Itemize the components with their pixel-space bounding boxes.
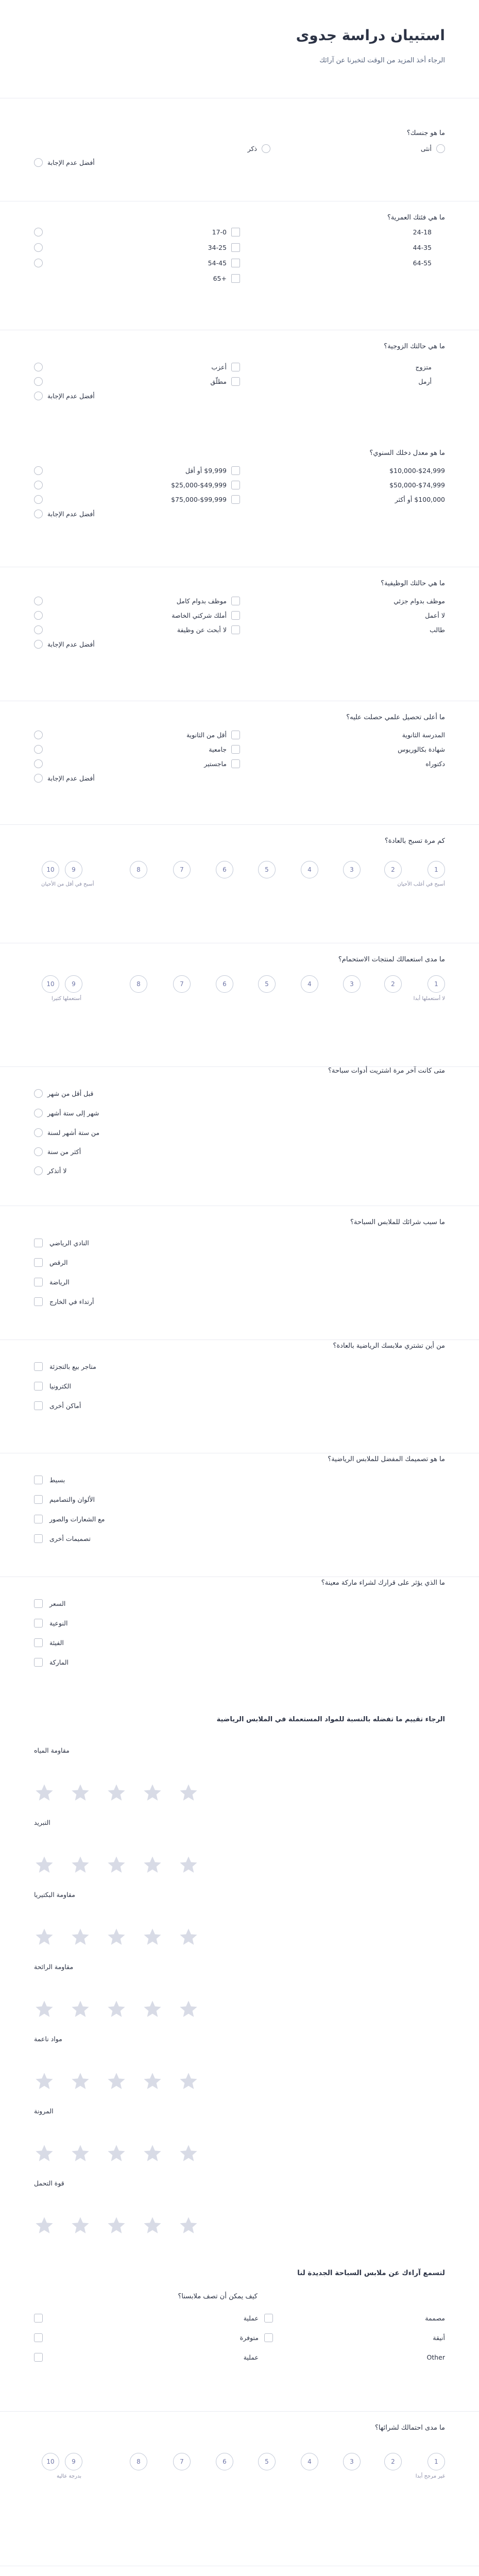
question-interests (0, 2566, 479, 2576)
option-label: النوعية (49, 1619, 68, 1627)
option-3[interactable] (34, 1514, 240, 1524)
tell-us-section (0, 2257, 479, 2411)
checkbox[interactable] (231, 611, 240, 620)
option-age-35-44[interactable] (290, 243, 445, 253)
rating-label: مقاومة الرائحة (34, 1963, 74, 1971)
option-label: مع الشعارات والصور (49, 1515, 105, 1523)
star-icon[interactable] (142, 2143, 163, 2164)
question-education (0, 701, 479, 825)
option-1[interactable] (34, 1238, 240, 1248)
option-edu-6[interactable] (34, 759, 240, 769)
question-label: ما هو جنسك؟ (406, 129, 445, 137)
option-label: لا أتذكر (47, 1167, 67, 1175)
option-label: أعزب (211, 363, 227, 371)
star-icon[interactable] (34, 1783, 55, 1803)
option-prefer-not[interactable] (34, 639, 240, 650)
option-job-4[interactable] (34, 611, 240, 621)
scale-left-hint: بدرجة عالية (57, 2473, 82, 2479)
scale-option-5[interactable]: 5 (258, 975, 276, 993)
scale-option-5[interactable]: 5 (258, 861, 276, 878)
question-likely (0, 2411, 479, 2540)
form-title: استبيان دراسة جدوى (296, 27, 445, 44)
option-label: ذكر (247, 145, 257, 152)
star-icon[interactable] (178, 1855, 199, 1875)
option-label: أماكن أخرى (49, 1402, 81, 1410)
option-age-18-24[interactable] (290, 227, 445, 238)
option-1[interactable] (34, 1475, 240, 1485)
option-label: $49,999-$25,000 (171, 481, 227, 489)
option-label: ماجستير (204, 760, 227, 768)
option-edu-1[interactable] (290, 730, 445, 740)
option-label: النادي الرياضي (49, 1239, 89, 1247)
checkbox[interactable] (34, 1278, 43, 1286)
star-icon[interactable] (70, 1855, 91, 1875)
option-label: لا أبحث عن وظيفة (177, 626, 227, 634)
option-4[interactable] (34, 1657, 240, 1668)
scale-option-2[interactable]: 2 (384, 2453, 402, 2470)
star-icon[interactable] (106, 1927, 127, 1947)
star-icon[interactable] (70, 2071, 91, 2092)
option-prefer-not[interactable] (34, 158, 479, 168)
scale-right-hint: أسبح في أغلب الأحيان (397, 882, 445, 887)
checkbox[interactable] (231, 259, 240, 267)
option-label: $74,999-$50,000 (389, 481, 445, 489)
star-icon[interactable] (70, 1999, 91, 2020)
option-label: دكتوراه (425, 760, 445, 768)
rating-label: قوة التحمل (34, 2179, 64, 2187)
question-last-purchase (0, 1066, 479, 1206)
option-age-45-54[interactable] (34, 258, 240, 268)
scale-left-hint: أسبح في أقل من الأحيان (41, 882, 94, 887)
checkbox[interactable] (34, 1599, 43, 1608)
radio-button[interactable] (34, 158, 43, 167)
star-icon[interactable] (34, 1999, 55, 2020)
radio-button[interactable] (34, 1089, 43, 1098)
checkbox[interactable] (231, 597, 240, 605)
scale-option-6[interactable]: 6 (216, 975, 233, 993)
checkbox[interactable] (34, 1534, 43, 1543)
option-label: الرياضة (49, 1278, 70, 1286)
question-reason (0, 1206, 479, 1340)
form-header (0, 0, 479, 98)
question-label: ما هو معدل دخلك السنوي؟ (369, 449, 445, 457)
option-label: 64-55 (413, 259, 432, 267)
option-income-5[interactable] (290, 495, 445, 505)
radio-button[interactable] (34, 611, 43, 620)
option-prefer-not[interactable] (34, 773, 240, 784)
radio-button[interactable] (34, 731, 43, 739)
scale-option-8[interactable]: 8 (130, 2453, 147, 2470)
scale-option-4[interactable]: 4 (301, 861, 318, 878)
checkbox[interactable] (34, 1658, 43, 1667)
option-label: الفيئة (49, 1639, 64, 1647)
option-2[interactable] (34, 1108, 240, 1118)
option-label: موظف بدوام جزئي (394, 597, 445, 605)
option-label: متاجر بيع بالتجزئة (49, 1363, 96, 1370)
option-4[interactable] (34, 1534, 240, 1544)
option-2[interactable] (34, 1495, 240, 1505)
option-practical-2[interactable] (170, 2352, 273, 2363)
checkbox[interactable] (34, 1476, 43, 1484)
scale-left-hint: أستعملها كثيرا (52, 996, 82, 1002)
checkbox[interactable] (34, 2314, 43, 2323)
star-icon[interactable] (34, 2143, 55, 2164)
radio-button[interactable] (34, 625, 43, 634)
radio-button[interactable] (34, 1147, 43, 1156)
option-income-6[interactable] (34, 495, 240, 505)
question-bath-products (0, 943, 479, 1067)
question-label: من أين تشتري ملابسك الرياضية بالعادة؟ (333, 1342, 445, 1350)
option-label: الرقص (49, 1259, 68, 1266)
radio-button[interactable] (262, 144, 270, 153)
star-icon[interactable] (178, 2215, 199, 2236)
radio-button[interactable] (34, 640, 43, 649)
scale-option-1[interactable]: 1 (427, 975, 445, 993)
option-3[interactable] (34, 1277, 240, 1287)
radio-button[interactable] (34, 759, 43, 768)
option-label: $9,999 أو أقل (185, 467, 227, 474)
option-designed[interactable] (311, 2313, 445, 2324)
option-married[interactable] (290, 362, 445, 372)
question-label: كيف يمكن أن تصف ملابسنا؟ (178, 2293, 258, 2300)
question-label: ما هي فئتك العمرية؟ (387, 214, 445, 222)
option-income-4[interactable] (34, 480, 240, 490)
radio-button[interactable] (34, 228, 43, 236)
checkbox[interactable] (231, 745, 240, 754)
scale-option-4[interactable]: 4 (301, 2453, 318, 2470)
option-label: السعر (49, 1600, 66, 1607)
option-edu-4[interactable] (34, 744, 240, 755)
checkbox[interactable] (231, 481, 240, 489)
option-2[interactable] (34, 1258, 240, 1268)
option-label: أفضل عدم الإجابة (47, 159, 95, 166)
option-income-2[interactable] (34, 466, 240, 476)
scale-option-9[interactable]: 9 (65, 975, 82, 993)
radio-button[interactable] (34, 745, 43, 754)
option-label: أملك شركتي الخاصة (172, 612, 227, 619)
scale-right-hint: لا أستعملها أبدا (413, 996, 445, 1002)
star-icon[interactable] (178, 2071, 199, 2092)
checkbox[interactable] (231, 243, 240, 252)
question-label: متى كانت آخر مرة اشتريت أدوات سباحة؟ (328, 1067, 445, 1075)
option-job-1[interactable] (290, 596, 445, 606)
option-label: أرتداء في الخارج (49, 1298, 94, 1306)
star-icon[interactable] (34, 2215, 55, 2236)
question-job (0, 567, 479, 701)
scale-option-8[interactable]: 8 (130, 975, 147, 993)
option-label: 44-35 (413, 244, 432, 251)
option-label: شهادة بكالوريوس (398, 745, 445, 753)
option-label: أنثى (420, 145, 432, 152)
option-5[interactable] (34, 1166, 240, 1176)
scale-option-7[interactable]: 7 (173, 861, 191, 878)
option-label: تصميمات أخرى (49, 1535, 91, 1543)
rating-label: مواد ناعمة (34, 2035, 62, 2043)
radio-button[interactable] (34, 363, 43, 371)
option-label: طالب (430, 626, 445, 634)
ratings-heading: الرجاء تقييم ما تفضله بالنسبة للمواد المستعملة في الملابس الرياضية (216, 1716, 445, 1723)
radio-button[interactable] (34, 392, 43, 400)
option-label: الألوان والتصاميم (49, 1496, 95, 1503)
option-label: 54-45 (208, 259, 227, 267)
checkbox[interactable] (34, 1297, 43, 1306)
checkbox[interactable] (231, 625, 240, 634)
radio-button[interactable] (34, 481, 43, 489)
scale-option-2[interactable]: 2 (384, 975, 402, 993)
rating-label: مقاومة البكتيريا (34, 1891, 75, 1899)
question-income (0, 443, 479, 562)
checkbox[interactable] (231, 731, 240, 739)
option-single[interactable] (34, 362, 240, 372)
checkbox[interactable] (264, 2314, 273, 2323)
star-icon[interactable] (178, 1999, 199, 2020)
option-label: أكثر من سنة (47, 1148, 81, 1156)
option-label: 17-0 (212, 228, 227, 236)
question-age (0, 201, 479, 330)
option-4[interactable] (34, 1297, 240, 1307)
option-label: الكترونيا (49, 1382, 71, 1390)
star-icon[interactable] (34, 1927, 55, 1947)
option-label: 34-25 (208, 244, 227, 251)
option-elegant[interactable] (311, 2333, 445, 2343)
star-icon[interactable] (70, 2215, 91, 2236)
radio-button[interactable] (34, 774, 43, 783)
question-label: ما هي حالتك الوظيفية؟ (381, 580, 445, 587)
checkbox[interactable] (34, 2333, 43, 2342)
form-subtitle: الرجاء أخذ المزيد من الوقت لتخبرنا عن آرائك (319, 57, 445, 64)
checkbox[interactable] (34, 1239, 43, 1247)
checkbox[interactable] (34, 1401, 43, 1410)
option-label: من ستة أشهر لسنة (47, 1129, 100, 1137)
star-icon[interactable] (142, 1999, 163, 2020)
rating-label: مقاومة المياه (34, 1747, 70, 1754)
scale-option-9[interactable]: 9 (65, 861, 82, 878)
checkbox[interactable] (231, 377, 240, 386)
scale-option-7[interactable]: 7 (173, 975, 191, 993)
option-label: +65 (213, 275, 227, 282)
star-icon[interactable] (178, 2143, 199, 2164)
radio-button[interactable] (34, 510, 43, 518)
radio-button[interactable] (34, 1109, 43, 1117)
option-edu-5[interactable] (290, 759, 445, 769)
star-icon[interactable] (106, 1999, 127, 2020)
option-label: لا أعمل (425, 612, 445, 619)
option-label: مطلّق (210, 378, 227, 385)
option-label: أفضل عدم الإجابة (47, 774, 95, 782)
option-divorced[interactable] (34, 377, 240, 387)
option-label: متزوج (415, 363, 432, 371)
option-prefer-not[interactable] (34, 509, 240, 519)
option-label: أفضل عدم الإجابة (47, 510, 95, 518)
option-male[interactable] (167, 144, 270, 154)
star-icon[interactable] (106, 2071, 127, 2092)
scale-option-2[interactable]: 2 (384, 861, 402, 878)
scale-option-9[interactable]: 9 (65, 2453, 82, 2470)
option-1[interactable] (34, 1362, 240, 1372)
star-icon[interactable] (178, 1927, 199, 1947)
checkbox[interactable] (34, 1258, 43, 1267)
scale-option-4[interactable]: 4 (301, 975, 318, 993)
checkbox[interactable] (34, 1638, 43, 1647)
option-label: أفضل عدم الإجابة (47, 392, 95, 400)
star-icon[interactable] (106, 1855, 127, 1875)
option-label: المدرسة الثانوية (402, 731, 445, 739)
option-label: 24-18 (413, 228, 432, 236)
option-edu-3[interactable] (290, 744, 445, 755)
question-design (0, 1453, 479, 1577)
option-label: الماركة (49, 1658, 69, 1666)
scale-option-7[interactable]: 7 (173, 2453, 191, 2470)
scale-option-6[interactable]: 6 (216, 2453, 233, 2470)
scale-option-1[interactable]: 1 (427, 861, 445, 878)
question-label: ما هي حالتك الزوجية؟ (384, 343, 445, 350)
option-edu-2[interactable] (34, 730, 240, 740)
radio-button[interactable] (436, 144, 445, 153)
checkbox[interactable] (264, 2333, 273, 2342)
option-3[interactable] (34, 1638, 240, 1648)
option-label: مصممة (425, 2314, 445, 2322)
option-label: أرمل (418, 378, 432, 385)
option-female[interactable] (342, 144, 445, 154)
checkbox[interactable] (231, 228, 240, 236)
option-job-3[interactable] (290, 611, 445, 621)
checkbox[interactable] (231, 495, 240, 504)
option-age-65[interactable] (34, 274, 240, 284)
star-icon[interactable] (70, 1927, 91, 1947)
question-label: ما مدى احتمالك لشرائها؟ (374, 2424, 445, 2432)
star-icon[interactable] (142, 2215, 163, 2236)
option-label: أقل من الثانوية (186, 731, 227, 739)
option-3[interactable] (34, 1401, 240, 1411)
tell-us-heading: لتسمع آراءك عن ملابس السباحة الجديدة لنا (297, 2269, 445, 2277)
option-age-25-34[interactable] (34, 243, 240, 253)
scale-right-hint: غير مرجح أبدا (415, 2473, 445, 2479)
radio-button[interactable] (34, 495, 43, 504)
option-label: $24,999-$10,000 (389, 467, 445, 474)
option-label: Other (426, 2353, 445, 2361)
option-2[interactable] (34, 1381, 240, 1392)
checkbox[interactable] (34, 1362, 43, 1371)
question-gender (0, 98, 479, 201)
option-label: بسيط (49, 1476, 65, 1484)
option-job-5[interactable] (290, 625, 445, 635)
option-job-6[interactable] (34, 625, 240, 635)
option-label: جامعية (209, 745, 227, 753)
star-icon[interactable] (142, 1855, 163, 1875)
scale-option-10[interactable]: 10 (42, 975, 59, 993)
checkbox[interactable] (231, 759, 240, 768)
radio-button[interactable] (34, 377, 43, 386)
star-icon[interactable] (106, 1783, 127, 1803)
option-age-0-17[interactable] (34, 227, 240, 238)
question-label: ما مدى استعمالك لمنتجات الاستحمام؟ (338, 956, 445, 963)
checkbox[interactable] (231, 274, 240, 283)
scale-option-5[interactable]: 5 (258, 2453, 276, 2470)
option-label: $100,000 أو أكثر (395, 496, 445, 503)
star-icon[interactable] (106, 2143, 127, 2164)
option-label: أفضل عدم الإجابة (47, 640, 95, 648)
checkbox[interactable] (34, 1495, 43, 1504)
star-icon[interactable] (142, 2071, 163, 2092)
option-label: قبل أقل من شهر (47, 1090, 94, 1097)
checkbox[interactable] (34, 1619, 43, 1628)
radio-button[interactable] (34, 1166, 43, 1175)
star-icon[interactable] (178, 1783, 199, 1803)
option-4[interactable] (34, 1147, 240, 1157)
star-icon[interactable] (142, 1783, 163, 1803)
star-icon[interactable] (34, 2071, 55, 2092)
checkbox[interactable] (34, 1382, 43, 1391)
option-label: عملية (243, 2314, 259, 2322)
option-label: أنيقة (433, 2334, 445, 2342)
star-icon[interactable] (70, 1783, 91, 1803)
question-label: ما الذي يؤثر على قرارك لشراء ماركة معينة؟ (321, 1579, 445, 1587)
checkbox[interactable] (231, 363, 240, 371)
question-label: ما هو تصميمك المفضل للملابس الرياضية؟ (328, 1455, 445, 1463)
option-practical[interactable] (170, 2313, 273, 2324)
checkbox[interactable] (34, 1515, 43, 1523)
option-label: موظف بدوام كامل (176, 597, 227, 605)
radio-button[interactable] (34, 243, 43, 252)
option-age-55-64[interactable] (290, 258, 445, 268)
rating-label: المرونة (34, 2107, 54, 2115)
scale-option-3[interactable]: 3 (343, 975, 361, 993)
scale-option-10[interactable]: 10 (42, 2453, 59, 2470)
scale-option-6[interactable]: 6 (216, 861, 233, 878)
question-label: ما سبب شرائك للملابس السباحة؟ (350, 1218, 445, 1226)
option-label: عملية (243, 2353, 259, 2361)
option-label: $99,999-$75,000 (171, 496, 227, 503)
star-icon[interactable] (106, 2215, 127, 2236)
radio-button[interactable] (34, 259, 43, 267)
option-label: متوفرة (239, 2334, 259, 2342)
scale-option-3[interactable]: 3 (343, 861, 361, 878)
option-income-3[interactable] (290, 480, 445, 490)
option-other[interactable] (311, 2352, 445, 2363)
scale-option-1[interactable]: 1 (427, 2453, 445, 2470)
checkbox[interactable] (34, 2353, 43, 2362)
option-1[interactable] (34, 1599, 240, 1609)
option-widowed[interactable] (290, 377, 445, 387)
option-available[interactable] (170, 2333, 273, 2343)
star-icon[interactable] (142, 1927, 163, 1947)
star-icon[interactable] (70, 2143, 91, 2164)
radio-button[interactable] (34, 466, 43, 475)
question-swim-frequency (0, 824, 479, 943)
radio-button[interactable] (34, 1128, 43, 1137)
ratings-section (0, 1685, 479, 2231)
scale-option-10[interactable]: 10 (42, 861, 59, 878)
star-icon[interactable] (34, 1855, 55, 1875)
checkbox[interactable] (231, 466, 240, 475)
question-label: ما أعلى تحصيل علمي حصلت عليه؟ (346, 714, 445, 721)
scale-option-8[interactable]: 8 (130, 861, 147, 878)
question-where (0, 1340, 479, 1453)
option-3[interactable] (34, 1128, 240, 1138)
option-prefer-not[interactable] (34, 391, 240, 401)
option-2[interactable] (34, 1618, 240, 1629)
option-job-2[interactable] (34, 596, 240, 606)
option-1[interactable] (34, 1089, 240, 1099)
question-label: كم مرة تسبح بالعادة؟ (385, 837, 445, 845)
option-label: شهر إلى ستة أشهر (47, 1109, 99, 1117)
option-income-1[interactable] (290, 466, 445, 476)
rating-label: التبريد (34, 1819, 50, 1826)
radio-button[interactable] (34, 597, 43, 605)
scale-option-3[interactable]: 3 (343, 2453, 361, 2470)
